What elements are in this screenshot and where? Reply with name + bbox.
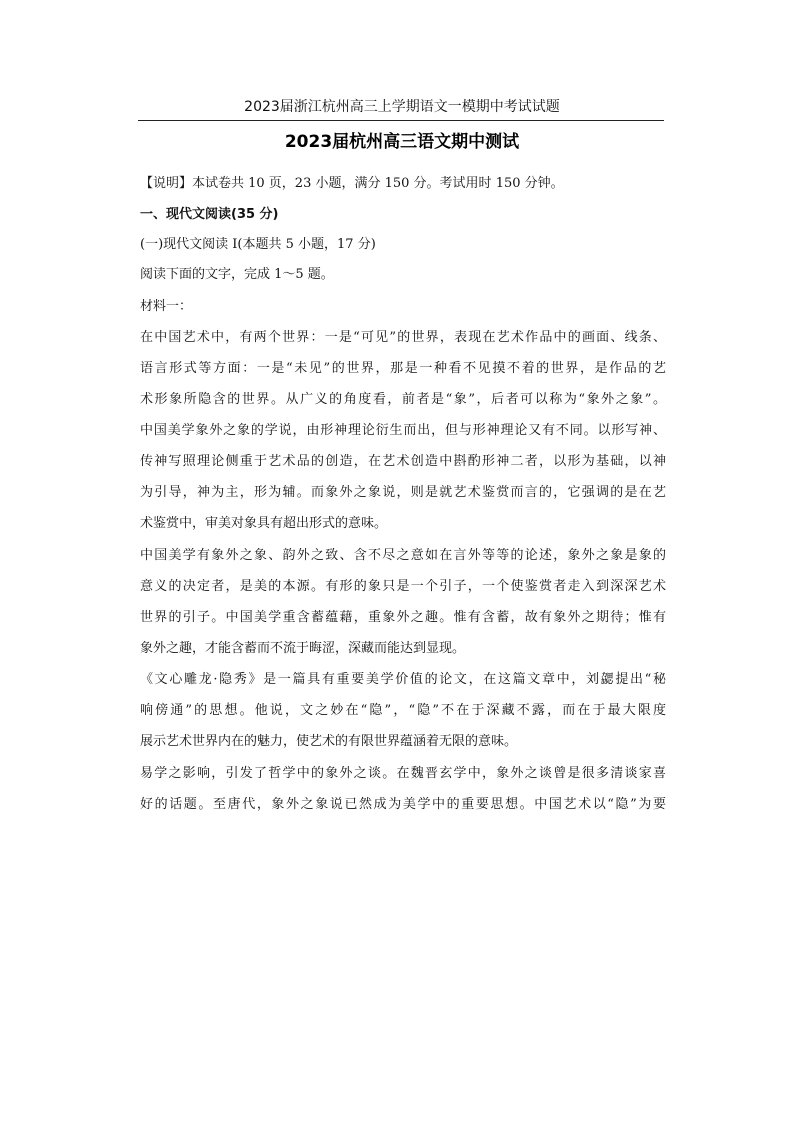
body-line: 术鉴赏中，审美对象具有超出形式的意味。 <box>140 516 388 531</box>
header-divider <box>138 120 664 121</box>
body-line: 在中国艺术中，有两个世界：一是“可见”的世界，表现在艺术作品中的画面、线条、 <box>140 330 666 345</box>
body-line: 象外之趣，才能含蓄而不流于晦涩，深藏而能达到显现。 <box>140 641 466 656</box>
body-line: 好的话题。至唐代，象外之象说已然成为美学中的重要思想。中国艺术以“隐”为要 <box>140 797 666 812</box>
body-line: 世界的引子。中国美学重含蓄蕴藉，重象外之趣。惟有含蓄，故有象外之期待；惟有 <box>140 610 666 625</box>
body-line: 中国美学象外之象的学说，由形神理论衍生而出，但与形神理论又有不同。以形写神、 <box>140 423 666 438</box>
material-label: 材料一： <box>140 299 193 314</box>
body-line: 术形象所隐含的世界。从广义的角度看，前者是“象”，后者可以称为“象外之象”。 <box>140 392 666 407</box>
body-line: 《文心雕龙·隐秀》是一篇具有重要美学价值的论文，在这篇文章中，刘勰提出“秘 <box>140 672 666 687</box>
subsection-heading: (一)现代文阅读 I(本题共 5 小题，17 分) <box>140 237 376 252</box>
body-line: 意义的决定者，是美的本源。有形的象只是一个引子，一个使鉴赏者走入到深深艺术 <box>140 579 666 594</box>
document-title: 2023届杭州高三语文期中测试 <box>284 132 520 152</box>
section-heading: 一、现代文阅读(35 分) <box>140 207 279 222</box>
body-line: 语言形式等方面：一是“未见”的世界，那是一种看不见摸不着的世界，是作品的艺 <box>140 361 666 376</box>
body-line: 响傍通”的思想。他说，文之妙在“隐”，“隐”不在于深藏不露，而在于最大限度 <box>140 703 666 718</box>
body-line: 为引导，神为主，形为辅。而象外之象说，则是就艺术鉴赏而言的，它强调的是在艺 <box>140 485 666 500</box>
body-line: 中国美学有象外之象、韵外之致、含不尽之意如在言外等等的论述，象外之象是象的 <box>140 548 666 563</box>
body-line: 展示艺术世界内在的魅力，使艺术的有限世界蕴涵着无限的意味。 <box>140 734 518 749</box>
reading-instruction: 阅读下面的文字，完成 1～5 题。 <box>140 267 334 282</box>
body-line: 易学之影响，引发了哲学中的象外之谈。在魏晋玄学中，象外之谈曾是很多清谈家喜 <box>140 766 666 781</box>
body-line: 传神写照理论侧重于艺术品的创造，在艺术创造中斟酌形神二者，以形为基础，以神 <box>140 454 666 469</box>
running-header: 2023届浙江杭州高三上学期语文一模期中考试试题 <box>244 99 560 115</box>
exam-note: 【说明】本试卷共 10 页，23 小题，满分 150 分。考试用时 150 分钟。 <box>140 176 564 191</box>
